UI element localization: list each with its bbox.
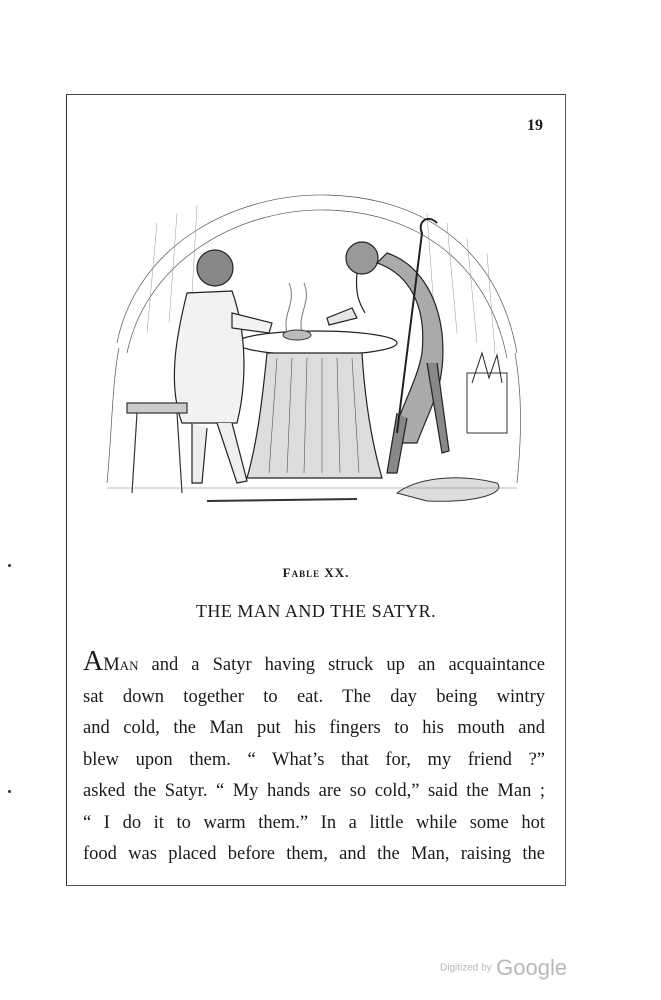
fable-label — [67, 565, 565, 581]
body-smallcaps-word: Man — [103, 655, 139, 675]
body-line: food was placed before them, and the Man, raising the — [83, 844, 545, 864]
watermark-prefix: Digitized by — [440, 962, 492, 974]
margin-speck — [8, 564, 11, 567]
margin-speck — [8, 790, 11, 793]
body-line: and cold, the Man put his fingers to his mouth and — [83, 718, 545, 738]
body-line: blew upon them. “ What’s that for, my friend ?” — [83, 749, 545, 770]
fable-title: THE MAN AND THE SATYR. — [195, 601, 437, 621]
body-line-1-rest: and a Satyr having struck up an acquaintance — [138, 655, 545, 675]
fable-label-text: Fable XX. — [282, 565, 350, 580]
body-line: sat down together to eat. The day being wintry — [83, 686, 545, 707]
body-line-1 — [83, 648, 545, 682]
fable-body — [83, 648, 545, 871]
man-and-satyr-engraving-icon — [97, 183, 527, 523]
watermark-brand: Google — [496, 955, 568, 980]
google-watermark — [440, 955, 567, 981]
page-number: 19 — [527, 117, 543, 134]
drop-cap: A — [83, 646, 104, 677]
body-line: asked the Satyr. “ My hands are so cold,” said the Man ; — [83, 781, 545, 801]
body-line: “ I do it to warm them.” In a little while some hot — [83, 812, 545, 833]
page-frame — [66, 94, 566, 886]
